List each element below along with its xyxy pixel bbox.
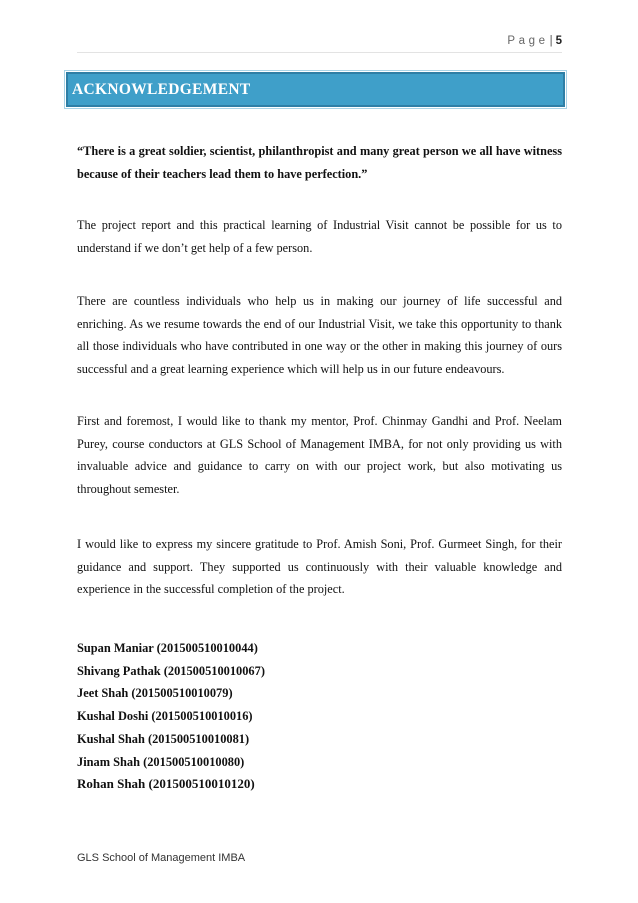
team-member: Jeet Shah (201500510010079) xyxy=(77,686,233,701)
title-banner xyxy=(66,72,565,107)
team-member-list xyxy=(77,637,562,796)
team-member: Kushal Shah (201500510010081) xyxy=(77,731,250,746)
team-member: Jinam Shah (201500510010080) xyxy=(77,754,245,769)
paragraph-1: The project report and this practical learning of Industrial Visit cannot be possible for us to understand if we don’t get help of a few person. xyxy=(77,218,562,255)
page-title: ACKNOWLEDGEMENT xyxy=(72,81,251,98)
paragraph-2: There are countless individuals who help us in making our journey of life successful and enriching. As we resume towards the end of our Industrial Visit, we take this opportunity to thank all those individuals who have contributed in one way or the other in making this journey of ours successful and a great learning experience which will help us in our future endeavours. xyxy=(77,294,562,376)
page-label: Page xyxy=(507,35,549,47)
team-member: Kushal Doshi (201500510010016) xyxy=(77,709,253,724)
paragraph-3: First and foremost, I would like to thank my mentor, Prof. Chinmay Gandhi and Prof. Neelam Purey, course conductors at GLS School of Management IMBA, for not only providing us with invaluable advice and guidance to carry on with our project work, but also motivating us throughout semester. xyxy=(77,414,562,496)
page-number: 5 xyxy=(555,35,562,47)
team-member: Rohan Shah (201500510010120) xyxy=(77,776,255,792)
page-separator: | xyxy=(549,35,553,47)
page-footer: GLS School of Management IMBA xyxy=(77,852,246,864)
opening-quote: “There is a great soldier, scientist, philanthropist and many great person we all have witness because of their teachers lead them to have perfection.” xyxy=(77,144,562,181)
header-divider xyxy=(77,52,562,53)
team-member: Shivang Pathak (201500510010067) xyxy=(77,663,265,678)
team-member: Supan Maniar (201500510010044) xyxy=(77,641,258,655)
page-number-header xyxy=(77,35,562,47)
paragraph-4: I would like to express my sincere gratitude to Prof. Amish Soni, Prof. Gurmeet Singh, for their guidance and support. They supported us continuously with their valuable knowledge and experience in the successful completion of the project. xyxy=(77,537,562,596)
